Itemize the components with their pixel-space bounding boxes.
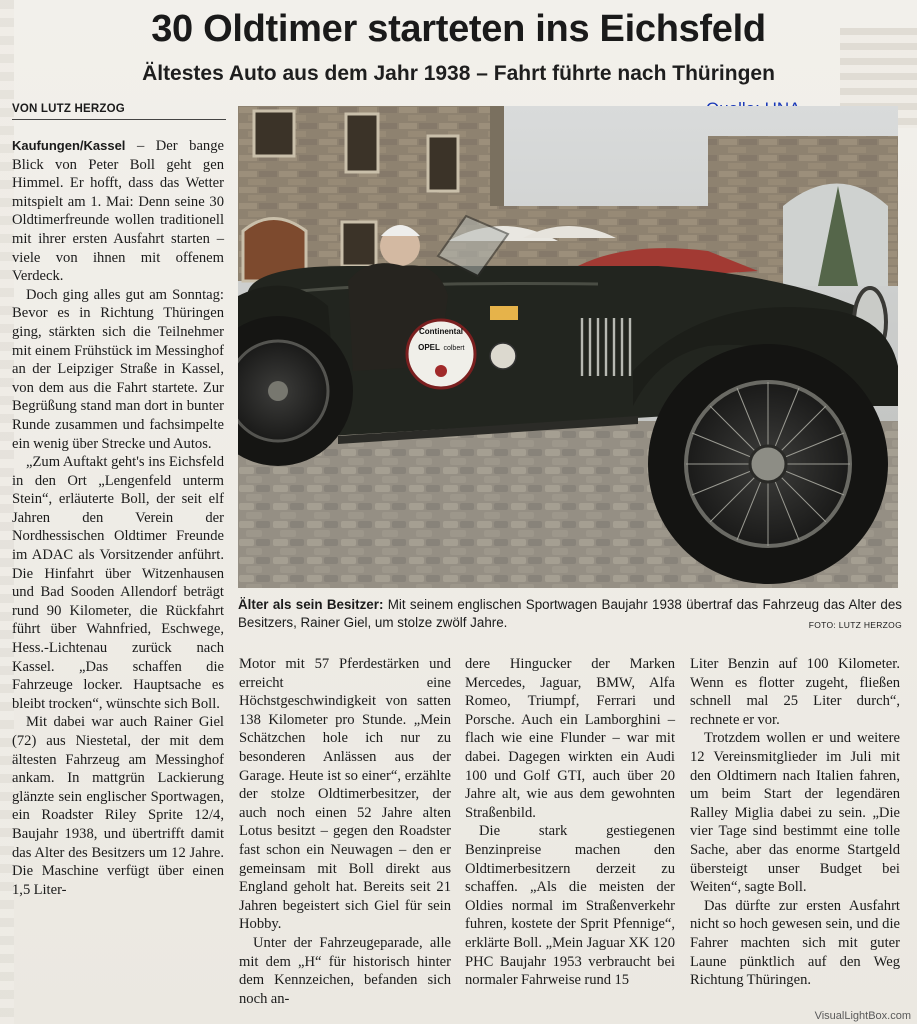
- paragraph-7: dere Hingucker der Marken Mercedes, Jaguar, BMW, Alfa Romeo, Triumpf, Ferrari und Porsche. Auch ein Lamborghini – flach wie eine Flunder – war mit dabei. Dagegen wirkten ein Audi 100 und Golf GTI, auch über 20 Jahre alt, wie aus dem gewohnten Straßenbild.: [465, 656, 675, 821]
- column-4: [690, 655, 900, 990]
- paragraph-5: Motor mit 57 Pferdestärken und erreicht eine Höchstgeschwindigkeit von satten 138 Kilometer pro Stunde. „Mein Schätzchen hole ich nur zu besonderen Anlässen aus der Garage. Heute ist so einer“, erzählte der stolze Oldtimerbesitzer, der auch noch einen 52 Jahre alten Lotus besitzt – gegen den Roadster fast schon ein Neuwagen – den er gemeinsam mit Boll direkt aus England geholt hat. Bereits seit 21 Jahren begeistert sich Giel für sein Hobby.: [239, 656, 451, 933]
- paragraph-6: Unter der Fahrzeugeparade, alle mit dem „H“ für historisch hinter dem Kennzeichen, befanden sich noch an-: [239, 934, 451, 1007]
- paragraph-10: Trotzdem wollen er und weitere 12 Vereinsmitglieder im Juli mit den Oldtimern nach Italien fahren, um beim Start der legendären Ralley Miglia dabei zu sein. „Die vier Tage sind bestimmt eine tolle Sache, aber das enorme Startgeld übersteigt unser Budget bei Weiten“, sagte Boll.: [690, 730, 900, 896]
- byline: VON LUTZ HERZOG: [12, 103, 226, 120]
- caption-text: Mit seinem englischen Sportwagen Baujahr 1938 übertraf das Fahrzeug das Alter des Besitzers, Rainer Giel, um stolze zwölf Jahre.: [238, 597, 902, 630]
- paragraph-4: Mit dabei war auch Rainer Giel (72) aus Niestetal, der mit dem ältesten Fahrzeug am Messinghof ankam. In mattgrün Lackierung glänzte sein englischer Sportwagen, ein Roadster Riley Sprite 12/4, Baujahr 1938, und übertrifft damit das Alter des Besitzers um 12 Jahre. Die Maschine verfügt über einen 1,5 Liter-: [12, 714, 224, 898]
- sticker-brand-text: Continental: [419, 327, 463, 336]
- sticker-opel-text: OPEL: [418, 343, 440, 352]
- subheadline: Ältestes Auto aus dem Jahr 1938 – Fahrt führte nach Thüringen: [142, 62, 775, 85]
- paragraph-2: Doch ging alles gut am Sonntag: Bevor es in Richtung Thüringen ging, stärkten sich die Teilnehmer mit einem Frühstück im Messinghof an der Leipziger Straße in Kassel, von dem aus die Fahrt startete. Zur Begrüßung stand man dort in bunter Runde zusammen und fachsimpelte ein wenig über Strecke und Autos.: [12, 286, 224, 452]
- sticker-colbert-text: colbert: [443, 345, 465, 352]
- paragraph-1: [12, 137, 224, 286]
- article-photo: [238, 106, 898, 588]
- car-photo-illustration: [238, 106, 898, 588]
- paragraph-text: – Der bange Blick von Peter Boll geht gen Himmel. Er hofft, dass das Wetter mitspielt am 1. Mai: Denn seine 30 Oldtimerfreunde wollen traditionell mit ihrer ersten Ausfahrt starten – viele von ihnen mit offenem Verdeck.: [12, 138, 224, 285]
- photo-credit: FOTO: LUTZ HERZOG: [808, 620, 902, 630]
- paragraph-3: „Zum Auftakt geht's ins Eichsfeld in den Ort „Lengenfeld unterm Stein“, erläuterte Boll, der seit elf Jahren den Verein der Nordhessischen Oldtimer Freunde im ADAC als Vorsitzender anführt. Die Hinfahrt über Witzenhausen und Bad Sooden Allendorf beträgt rund 90 Kilometer, die Rückfahrt führt über Wahnfried, Eschwege, Hess.-Lichtenau zurück nach Kassel. „Das schaffen die Fahrzeuge locker. Hauptsache es bleibt trocken“, wünschte sich Boll.: [12, 454, 224, 712]
- column-1: [12, 137, 224, 899]
- column-3: [465, 655, 675, 990]
- watermark: VisualLightBox.com: [814, 1010, 911, 1022]
- caption-lead: Älter als sein Besitzer:: [238, 597, 384, 612]
- paragraph-8: Die stark gestiegenen Benzinpreise machen den Oldtimerbesitzern derzeit zu schaffen. „Als die meisten der Oldies normal im Straßenverkehr fuhren, kostete der Sprit Pfennige“, erklärte Boll. „Mein Jaguar XK 120 PHC Baujahr 1953 verbraucht bei normaler Fahrweise rund 15: [465, 823, 675, 989]
- headline: 30 Oldtimer starteten ins Eichsfeld: [151, 8, 766, 50]
- column-2: [239, 655, 451, 1008]
- dateline: Kaufungen/Kassel: [12, 138, 126, 153]
- paragraph-11: Das dürfte zur ersten Ausfahrt nicht so hoch gewesen sein, und die Fahrer machten sich mit guter Laune pünktlich auf den Weg Richtung Thüringen.: [690, 897, 900, 989]
- paragraph-9: Liter Benzin auf 100 Kilometer. Wenn es flotter zugeht, fließen schnell mal 25 Liter durch“, rechnete er vor.: [690, 656, 900, 728]
